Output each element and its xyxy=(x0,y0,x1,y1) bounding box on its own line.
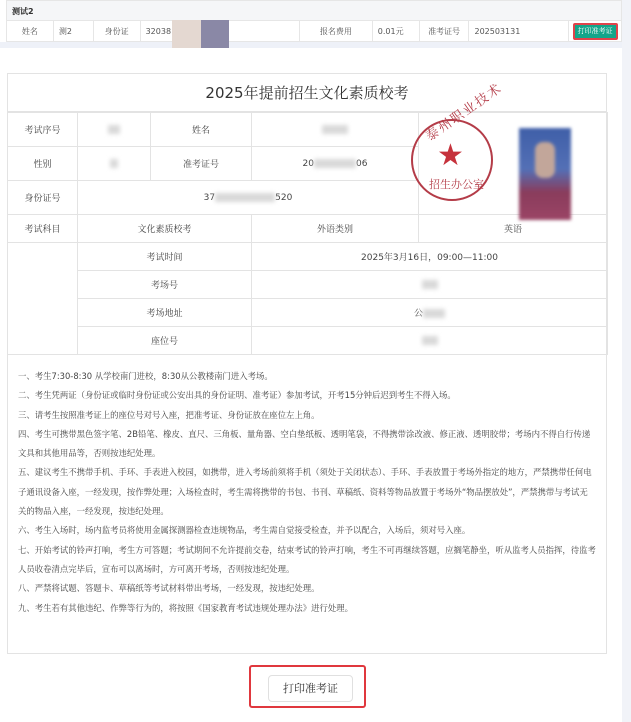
blank-cell xyxy=(8,243,78,355)
print-highlight xyxy=(249,665,366,708)
exam-seq-value xyxy=(78,113,151,147)
record-row xyxy=(6,20,622,42)
exam-time-label: 考试时间 xyxy=(78,243,252,271)
fee-value: 0.01元 xyxy=(373,21,420,41)
ticket-no-label: 准考证号 xyxy=(151,147,252,181)
rule-item: 四、考生可携带黑色签字笔、2B铅笔、橡皮、直尺、三角板、量角器、空白垫纸板、透明笔袋，不得携带涂改液、修正液、透明胶带；考场内不得自行传递文具和其他用品等，否则按违纪处理。 xyxy=(18,428,591,459)
rule-item: 八、严禁将试题、答题卡、草稿纸等考试材料带出考场，一经发现，按违纪处理。 xyxy=(18,583,320,594)
print-ticket-small-button[interactable]: 打印准考证 xyxy=(573,23,618,40)
redaction-block xyxy=(201,20,229,48)
id-number-label: 身份证号 xyxy=(8,181,78,215)
gender-value xyxy=(78,147,151,181)
ticket-no-value: 202503131 xyxy=(469,21,569,41)
ticket-title: 2025年提前招生文化素质校考 xyxy=(8,74,606,112)
record-title: 测试2 xyxy=(6,0,622,20)
print-ticket-button[interactable]: 打印准考证 xyxy=(268,675,353,702)
record-panel xyxy=(0,0,622,48)
student-name-value xyxy=(252,113,419,147)
ticket-no-label: 准考证号 xyxy=(420,21,470,41)
room-value xyxy=(252,271,608,299)
subject-value: 文化素质校考 xyxy=(78,215,252,243)
fee-label: 报名费用 xyxy=(300,21,373,41)
record-action-cell xyxy=(569,21,621,41)
page-scrollbar[interactable] xyxy=(622,0,631,722)
rule-item: 二、考生凭两证（身份证或临时身份证或公安出具的身份证明、准考证）参加考试，开考15分钟后迟到考生不得入场。 xyxy=(18,390,456,401)
room-label: 考场号 xyxy=(78,271,252,299)
id-label: 身份证 xyxy=(94,21,141,41)
stamp-bottom-text: 招生办公室 xyxy=(429,178,484,191)
language-label: 外语类别 xyxy=(252,215,419,243)
student-photo xyxy=(519,128,571,220)
id-value: 32038 xyxy=(141,21,300,41)
rule-item: 三、请考生按照准考证上的座位号对号入座，把准考证、身份证放在座位左上角。 xyxy=(18,409,320,420)
student-name-label: 姓名 xyxy=(151,113,252,147)
admission-ticket xyxy=(7,73,607,654)
official-stamp xyxy=(411,80,506,201)
ticket-no-value: 20 06 xyxy=(252,147,419,181)
rule-item: 七、开始考试的铃声打响，考生方可答题；考试期间不允许提前交卷，结束考试的铃声打响，考生不可再继续答题，应搁笔静坐，听从监考人员指挥，待监考人员收卷清点完毕后，宣布可以离场时，方可离开考场，否则按违纪处理。 xyxy=(18,544,596,574)
address-value: 公 xyxy=(252,299,608,327)
address-label: 考场地址 xyxy=(78,299,252,327)
seat-value xyxy=(252,327,608,355)
id-number-value: 37 520 xyxy=(78,181,419,215)
exam-seq-label: 考试序号 xyxy=(8,113,78,147)
subject-label: 考试科目 xyxy=(8,215,78,243)
redaction-block xyxy=(172,20,201,48)
name-value: 测2 xyxy=(54,21,94,41)
stamp-arc-text: 泰州职业技术 xyxy=(423,80,506,145)
rule-item: 一、考生7:30-8:30 从学校南门进校，8:30从公教楼南门进入考场。 xyxy=(18,371,273,381)
star-icon: ★ xyxy=(437,138,464,173)
rule-item: 六、考生入场时，场内监考员将使用金属探测器检查违规物品，考生需自觉接受检查，并予以配合，入场后，须对号入座。 xyxy=(18,525,471,536)
exam-rules xyxy=(8,355,606,618)
photo-cell xyxy=(419,80,608,215)
rule-item: 九、考生若有其他违纪、作弊等行为的，将按照《国家教育考试违规处理办法》进行处理。 xyxy=(18,602,353,613)
gender-label: 性别 xyxy=(8,147,78,181)
exam-time-value: 2025年3月16日，09:00—11:00 xyxy=(252,243,608,271)
seat-label: 座位号 xyxy=(78,327,252,355)
rule-item: 五、建议考生不携带手机、手环、手表进入校园，如携带，进入考场前须将手机（须处于关闭状态）、手环、手表放置于考场外指定的地方，严禁携带任何电子通讯设备入座，一经发现，按作弊处理；入场检查时，考生需将携带的书包、书刊、草稿纸、资料等物品放置于考场外“物品摆放处”，严禁携带与考试无关的物品入座，一经发现，按违纪处理。 xyxy=(18,467,592,517)
name-label: 姓名 xyxy=(7,21,54,41)
language-value: 英语 xyxy=(419,215,608,243)
